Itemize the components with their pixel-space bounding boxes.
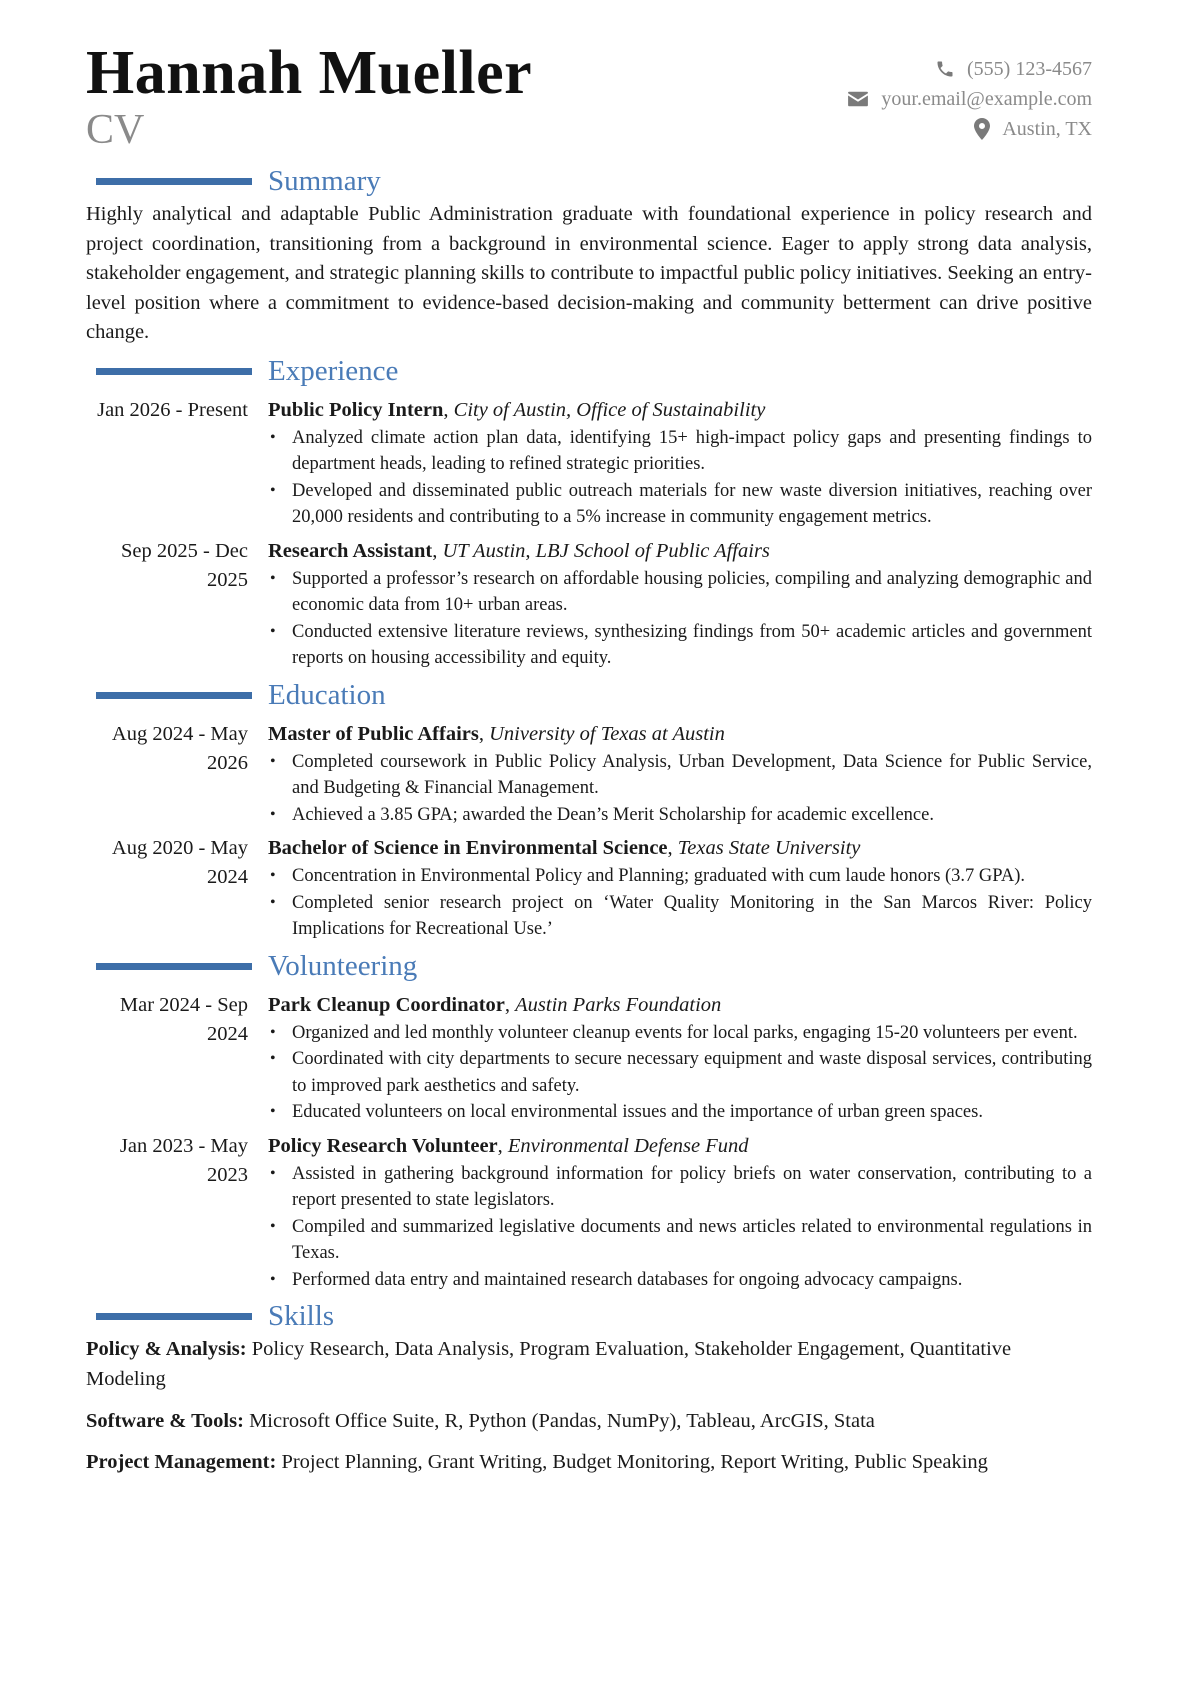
entry xyxy=(86,396,1092,531)
skill-text: Project Planning, Grant Writing, Budget Monitoring, Report Writing, Public Speaking xyxy=(281,1451,988,1474)
contact-location xyxy=(847,114,1092,144)
entry xyxy=(86,1132,1092,1294)
entry-role: Research Assistant xyxy=(268,539,433,562)
envelope-icon xyxy=(847,90,869,108)
entry xyxy=(86,537,1092,672)
section-skills xyxy=(86,1299,1092,1335)
entry-organization: Austin Parks Foundation xyxy=(515,993,722,1016)
document-subtitle: CV xyxy=(86,107,145,153)
volunteering-list xyxy=(86,991,1092,1294)
entry-organization: Texas State University xyxy=(677,837,861,860)
bullet-item: • Concentration in Environmental Policy and Planning; graduated with cum laude honors (3.7 GPA). xyxy=(292,863,1092,890)
bullet-item: • Supported a professor’s research on affordable housing policies, compiling and analyzing demographic and economic data from 10+ urban areas. xyxy=(292,566,1092,619)
entry-body xyxy=(268,396,1092,531)
skills-list xyxy=(86,1335,1092,1477)
entry xyxy=(86,991,1092,1126)
entry-body xyxy=(268,537,1092,672)
skill-text: Microsoft Office Suite, R, Python (Pandas, NumPy), Tableau, ArcGIS, Stata xyxy=(249,1409,875,1432)
summary-text: Highly analytical and adaptable Public Administration graduate with foundational experience in policy research and project coordination, transitioning from a background in environmental science. Eager to apply strong data analysis, stakeholder engagement, and strategic planning skills to contribute to impactful public policy initiatives. Seeking an entry-level position where a commitment to evidence-based decision-making and community betterment can drive positive change. xyxy=(86,203,1092,344)
entry-role: Park Cleanup Coordinator xyxy=(268,993,505,1016)
entry-title: Master of Public Affairs, University of Texas at Austin xyxy=(268,722,725,745)
bullet-item: • Organized and led monthly volunteer cleanup events for local parks, engaging 15-20 volunteers per event. xyxy=(292,1020,1092,1047)
entry-date: Aug 2020 - May 2024 xyxy=(111,837,248,889)
email-text: your.email@example.com xyxy=(881,88,1092,110)
section-bar xyxy=(96,692,252,699)
map-marker-icon xyxy=(974,118,990,140)
entry-role: Policy Research Volunteer xyxy=(268,1134,498,1157)
skill-text: Policy Research, Data Analysis, Program Evaluation, Stakeholder Engagement, Quantitative Modeling xyxy=(86,1338,1012,1391)
location-text: Austin, TX xyxy=(1002,118,1092,140)
section-experience xyxy=(86,354,1092,390)
entry-title: Public Policy Intern, City of Austin, Office of Sustainability xyxy=(268,398,766,421)
bullet-item: • Educated volunteers on local environmental issues and the importance of urban green spaces. xyxy=(292,1099,1092,1126)
entry-title: Bachelor of Science in Environmental Science, Texas State University xyxy=(268,837,861,860)
entry-organization: University of Texas at Austin xyxy=(489,722,725,745)
section-title: Summary xyxy=(268,165,381,197)
bullet-list xyxy=(268,1020,1092,1126)
contact-info xyxy=(847,54,1092,144)
bullet-list xyxy=(268,1161,1092,1294)
bullet-item: • Achieved a 3.85 GPA; awarded the Dean’s Merit Scholarship for academic excellence. xyxy=(292,802,1092,829)
contact-email xyxy=(847,84,1092,114)
bullet-item: • Compiled and summarized legislative documents and news articles related to environmental regulations in Texas. xyxy=(292,1214,1092,1267)
skill-group xyxy=(86,1335,1092,1394)
section-summary xyxy=(86,164,1092,200)
skill-group xyxy=(86,1448,1092,1478)
bullet-item: • Assisted in gathering background information for policy briefs on water conservation, contributing to a report presented to state legislators. xyxy=(292,1161,1092,1214)
experience-list xyxy=(86,396,1092,672)
entry xyxy=(86,834,1092,943)
bullet-item: • Completed senior research project on ‘Water Quality Monitoring in the San Marcos River: Policy Implications for Recreational Use.’ xyxy=(292,890,1092,943)
entry-date: Sep 2025 - Dec 2025 xyxy=(121,539,248,591)
contact-phone xyxy=(847,54,1092,84)
section-title: Education xyxy=(268,678,386,711)
entry-date: Mar 2024 - Sep 2024 xyxy=(119,993,248,1045)
entry-role: Public Policy Intern xyxy=(268,398,444,421)
cv-page xyxy=(86,40,1092,1490)
entry-role: Bachelor of Science in Environmental Science xyxy=(268,837,668,860)
entry-organization: UT Austin, LBJ School of Public Affairs xyxy=(442,539,770,562)
section-title: Experience xyxy=(268,354,399,387)
entry-title: Research Assistant, UT Austin, LBJ School of Public Affairs xyxy=(268,539,770,562)
section-bar xyxy=(96,178,252,185)
bullet-item: • Conducted extensive literature reviews, synthesizing findings from 50+ academic articles and government reports on housing accessibility and equity. xyxy=(292,619,1092,672)
entry xyxy=(86,720,1092,829)
section-education xyxy=(86,678,1092,714)
entry-role: Master of Public Affairs xyxy=(268,722,479,745)
entry-organization: Environmental Defense Fund xyxy=(507,1134,749,1157)
skill-label: Policy & Analysis: xyxy=(86,1338,247,1361)
entry-organization: City of Austin, Office of Sustainability xyxy=(453,398,766,421)
bullet-list xyxy=(268,863,1092,943)
section-bar xyxy=(96,368,252,375)
entry-body xyxy=(268,834,1092,943)
entry-body xyxy=(268,720,1092,829)
section-title: Volunteering xyxy=(268,949,418,982)
phone-icon xyxy=(935,59,955,79)
bullet-item: • Performed data entry and maintained research databases for ongoing advocacy campaigns. xyxy=(292,1267,1092,1294)
bullet-list xyxy=(268,749,1092,829)
entry-date: Aug 2024 - May 2026 xyxy=(111,722,248,774)
bullet-list xyxy=(268,566,1092,672)
bullet-list xyxy=(268,425,1092,531)
section-bar xyxy=(96,963,252,970)
entry-body xyxy=(268,991,1092,1126)
bullet-item: • Analyzed climate action plan data, identifying 15+ high-impact policy gaps and presenting findings to department heads, leading to refined strategic priorities. xyxy=(292,425,1092,478)
entry-title: Policy Research Volunteer, Environmental Defense Fund xyxy=(268,1134,749,1157)
skill-label: Software & Tools: xyxy=(86,1409,244,1432)
entry-body xyxy=(268,1132,1092,1294)
education-list xyxy=(86,720,1092,943)
entry-title: Park Cleanup Coordinator, Austin Parks Foundation xyxy=(268,993,722,1016)
section-title: Skills xyxy=(268,1300,335,1333)
section-volunteering xyxy=(86,949,1092,985)
entry-date: Jan 2023 - May 2023 xyxy=(119,1134,248,1186)
header xyxy=(86,40,1092,158)
bullet-item: • Completed coursework in Public Policy Analysis, Urban Development, Data Science for Public Service, and Budgeting & Financial Management. xyxy=(292,749,1092,802)
bullet-item: • Coordinated with city departments to secure necessary equipment and waste disposal services, contributing to improved park aesthetics and safety. xyxy=(292,1046,1092,1099)
entry-date: Jan 2026 - Present xyxy=(97,398,248,421)
skill-label: Project Management: xyxy=(86,1451,277,1474)
skill-group xyxy=(86,1407,1092,1437)
bullet-item: • Developed and disseminated public outreach materials for new waste diversion initiatives, reaching over 20,000 residents and contributing to a 5% increase in community engagement metrics. xyxy=(292,478,1092,531)
phone-text: (555) 123-4567 xyxy=(967,58,1092,80)
person-name: Hannah Mueller xyxy=(86,39,533,107)
section-bar xyxy=(96,1313,252,1320)
